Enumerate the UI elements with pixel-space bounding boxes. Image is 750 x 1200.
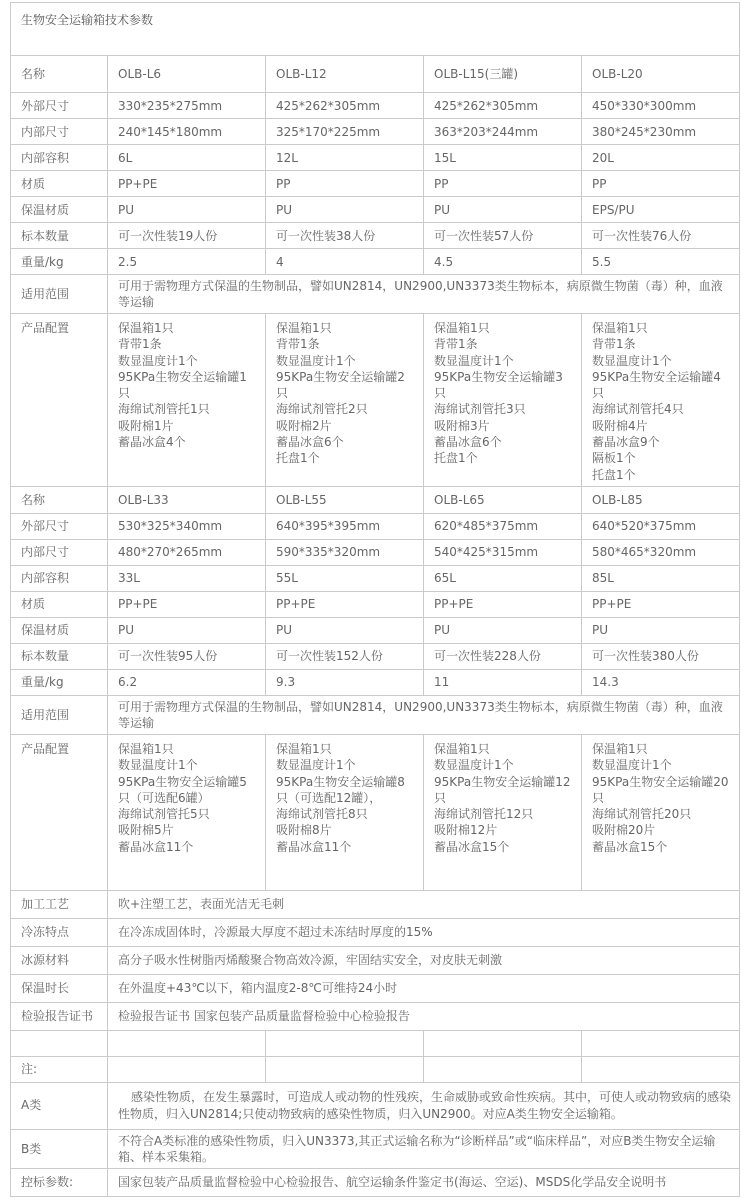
table-row: [11, 890, 740, 918]
spec-value-cell: 可一次性装95人份: [108, 643, 266, 669]
row-label: 产品配置: [11, 734, 108, 890]
row-label: B类: [11, 1129, 108, 1168]
config-item: 吸附棉3片: [434, 418, 490, 433]
spec-value-cell: 85L: [582, 565, 740, 591]
config-item: 吸附棉1片: [118, 418, 174, 433]
config-item: 蓄晶冰盒15个: [434, 839, 510, 854]
row-label: 内部容积: [11, 145, 108, 171]
model-name-cell: OLB-L85: [582, 486, 740, 513]
table-row: [11, 145, 740, 171]
span-value-cell: 国家包装产品质量监督检验中心检验报告、航空运输条件鉴定书(海运、空运)、MSDS化学品安全说明书: [108, 1168, 740, 1196]
config-cell: [108, 734, 266, 890]
config-item: 托盘1个: [276, 451, 320, 466]
row-label: 加工工艺: [11, 890, 108, 918]
spec-value-cell: 4.5: [424, 249, 582, 275]
empty-cell: [424, 1056, 582, 1082]
model-name-cell: OLB-L65: [424, 486, 582, 513]
spec-value-cell: 可一次性装152人份: [266, 643, 424, 669]
spec-value-cell: 15L: [424, 145, 582, 171]
row-label: 外部尺寸: [11, 513, 108, 539]
spec-value-cell: 325*170*225mm: [266, 119, 424, 145]
spec-value-cell: PU: [582, 617, 740, 643]
empty-cell: [108, 1030, 266, 1056]
span-value-cell: 吹+注塑工艺，表面光洁无毛刺: [108, 890, 740, 918]
spec-value-cell: 可一次性装57人份: [424, 223, 582, 249]
config-cell: [108, 314, 266, 487]
config-item: 蓄晶冰盒6个: [434, 435, 502, 450]
empty-cell: [582, 1030, 740, 1056]
page-title: 生物安全运输箱技术参数: [11, 3, 740, 56]
table-row: [11, 1082, 740, 1129]
spec-value-cell: PU: [108, 197, 266, 223]
config-item: 海绵试剂管托20只: [592, 807, 692, 822]
row-label: 名称: [11, 486, 108, 513]
spec-value-cell: 240*145*180mm: [108, 119, 266, 145]
config-row: [11, 734, 740, 890]
table-row: [11, 171, 740, 197]
config-item: 吸附棉4片: [592, 418, 648, 433]
config-item: 吸附棉8片: [276, 823, 332, 838]
span-value-cell: 可用于需物理方式保温的生物制品，譬如UN2814，UN2900,UN3373类生物标本，病原微生物菌（毒）种，血液等运输: [108, 695, 740, 734]
row-label: 适用范围: [11, 695, 108, 734]
table-row: [11, 669, 740, 695]
table-row: [11, 539, 740, 565]
table-row: [11, 918, 740, 946]
spec-value-cell: PP+PE: [582, 591, 740, 617]
config-item: 保温箱1只: [434, 321, 490, 335]
config-item: 吸附棉2片: [276, 418, 332, 433]
config-item: 背带1条: [118, 337, 162, 352]
table-row: [11, 249, 740, 275]
config-item: 95KPa生物安全运输罐3只: [434, 369, 563, 401]
model-name-cell: OLB-L33: [108, 486, 266, 513]
spec-value-cell: PU: [424, 617, 582, 643]
config-item: 海绵试剂管托12只: [434, 807, 534, 822]
row-label: 材质: [11, 171, 108, 197]
spec-value-cell: 640*520*375mm: [582, 513, 740, 539]
spec-value-cell: 480*270*265mm: [108, 539, 266, 565]
spec-value-cell: 可一次性装19人份: [108, 223, 266, 249]
span-value-cell: 在外温度+43℃以下，箱内温度2-8℃可维持24小时: [108, 974, 740, 1002]
row-label: 内部尺寸: [11, 539, 108, 565]
empty-cell: [424, 1030, 582, 1056]
row-label: 保温材质: [11, 197, 108, 223]
config-item: 数显温度计1个: [118, 353, 198, 368]
spec-value-cell: 65L: [424, 565, 582, 591]
config-item: 保温箱1只: [434, 741, 490, 756]
table-row: [11, 617, 740, 643]
config-cell: [266, 314, 424, 487]
row-label: 标本数量: [11, 643, 108, 669]
config-item: 保温箱1只: [592, 741, 648, 756]
config-item: 数显温度计1个: [276, 353, 356, 368]
row-label: 产品配置: [11, 314, 108, 487]
title-row: [11, 3, 740, 56]
spec-value-cell: 380*245*230mm: [582, 119, 740, 145]
spec-table: [10, 2, 740, 1197]
spec-value-cell: 20L: [582, 145, 740, 171]
spec-value-cell: 530*325*340mm: [108, 513, 266, 539]
config-item: 95KPa生物安全运输罐8只（可选配12罐），: [276, 774, 405, 805]
table-row: [11, 643, 740, 669]
row-label: 内部容积: [11, 565, 108, 591]
config-item: 蓄晶冰盒9个: [592, 435, 660, 450]
config-item: 海绵试剂管托5只: [118, 807, 210, 822]
row-label: 冷冻特点: [11, 918, 108, 946]
spec-value-cell: PU: [424, 197, 582, 223]
config-item: 隔板1个: [592, 451, 636, 466]
spec-value-cell: 可一次性装76人份: [582, 223, 740, 249]
spec-value-cell: 5.5: [582, 249, 740, 275]
config-item: 保温箱1只: [276, 741, 332, 756]
model-name-cell: OLB-L12: [266, 56, 424, 93]
config-item: 保温箱1只: [276, 321, 332, 335]
config-item: 保温箱1只: [592, 321, 648, 335]
empty-cell: [266, 1056, 424, 1082]
row-label: 控标参数:: [11, 1168, 108, 1196]
spec-value-cell: PU: [266, 617, 424, 643]
config-cell: [424, 314, 582, 487]
spec-value-cell: 可一次性装228人份: [424, 643, 582, 669]
config-cell: [582, 734, 740, 890]
config-cell: [424, 734, 582, 890]
config-item: 吸附棉20片: [592, 823, 656, 838]
row-label: 保温时长: [11, 974, 108, 1002]
span-value-cell: 可用于需物理方式保温的生物制品，譬如UN2814，UN2900,UN3373类生物标本，病原微生物菌（毒）种，血液等运输: [108, 275, 740, 314]
spec-value-cell: 363*203*244mm: [424, 119, 582, 145]
table-row: [11, 119, 740, 145]
empty-cell: [582, 1056, 740, 1082]
config-item: 背带1条: [592, 337, 636, 352]
spec-value-cell: 620*485*375mm: [424, 513, 582, 539]
row-label: 材质: [11, 591, 108, 617]
table-row: [11, 974, 740, 1002]
spec-value-cell: 425*262*305mm: [424, 93, 582, 119]
spec-value-cell: 14.3: [582, 669, 740, 695]
config-item: 吸附棉12片: [434, 823, 498, 838]
config-item: 蓄晶冰盒4个: [118, 435, 186, 450]
config-item: 数显温度计1个: [434, 353, 514, 368]
row-label: 重量/kg: [11, 249, 108, 275]
config-item: 海绵试剂管托8只: [276, 807, 368, 822]
table-row: [11, 513, 740, 539]
span-value-cell: 在冷冻成固体时，冷源最大厚度不超过未冻结时厚度的15%: [108, 918, 740, 946]
spec-value-cell: 可一次性装380人份: [582, 643, 740, 669]
table-row: [11, 486, 740, 513]
spec-value-cell: 580*465*320mm: [582, 539, 740, 565]
model-name-cell: OLB-L20: [582, 56, 740, 93]
config-row: [11, 314, 740, 487]
spec-value-cell: PP+PE: [108, 591, 266, 617]
table-row: [11, 591, 740, 617]
spec-value-cell: PP: [266, 171, 424, 197]
spec-value-cell: 2.5: [108, 249, 266, 275]
config-item: 95KPa生物安全运输罐12只: [434, 774, 571, 805]
config-item: 海绵试剂管托3只: [434, 402, 526, 417]
spec-value-cell: 9.3: [266, 669, 424, 695]
spec-value-cell: PP: [424, 171, 582, 197]
row-label: 内部尺寸: [11, 119, 108, 145]
config-item: 托盘1个: [592, 467, 636, 482]
span-value-cell: 感染性物质，在发生暴露时，可造成人或动物的性残疾，生命威胁或致命性疾病。其中，可使人或动物致病的感染性物质，归入UN2814;只使动物致病的感染性物质，归入UN2900。对应A类生物安全运输箱。: [108, 1082, 740, 1129]
config-item: 吸附棉5片: [118, 823, 174, 838]
spec-value-cell: 55L: [266, 565, 424, 591]
config-item: 海绵试剂管托2只: [276, 402, 368, 417]
row-label: [11, 1030, 108, 1056]
spec-value-cell: 33L: [108, 565, 266, 591]
model-name-cell: OLB-L6: [108, 56, 266, 93]
config-item: 背带1条: [276, 337, 320, 352]
spec-value-cell: PU: [266, 197, 424, 223]
config-item: 数显温度计1个: [592, 758, 672, 773]
spec-value-cell: 330*235*275mm: [108, 93, 266, 119]
config-item: 95KPa生物安全运输罐1只: [118, 369, 247, 401]
table-row: [11, 1168, 740, 1196]
table-row: [11, 1002, 740, 1030]
row-label: 检验报告证书: [11, 1002, 108, 1030]
empty-cell: [108, 1056, 266, 1082]
spec-value-cell: 6.2: [108, 669, 266, 695]
config-cell: [266, 734, 424, 890]
config-item: 数显温度计1个: [118, 758, 198, 773]
spec-value-cell: 11: [424, 669, 582, 695]
table-row: [11, 275, 740, 314]
table-row: [11, 1030, 740, 1056]
table-row: [11, 56, 740, 93]
row-label: A类: [11, 1082, 108, 1129]
config-item: 数显温度计1个: [592, 353, 672, 368]
model-name-cell: OLB-L15(三罐): [424, 56, 582, 93]
table-row: [11, 565, 740, 591]
model-name-cell: OLB-L55: [266, 486, 424, 513]
span-value-cell: 不符合A类标准的感染性物质，归入UN3373,其正式运输名称为“诊断样品”或“临床样品”，对应B类生物安全运输箱、样本采集箱。: [108, 1129, 740, 1168]
config-item: 95KPa生物安全运输罐4只: [592, 369, 721, 401]
table-row: [11, 695, 740, 734]
table-row: [11, 93, 740, 119]
config-item: 数显温度计1个: [276, 758, 356, 773]
config-item: 托盘1个: [434, 451, 478, 466]
spec-value-cell: 425*262*305mm: [266, 93, 424, 119]
config-item: 95KPa生物安全运输罐20只: [592, 774, 729, 805]
spec-value-cell: 450*330*300mm: [582, 93, 740, 119]
row-label: 重量/kg: [11, 669, 108, 695]
spec-value-cell: PP+PE: [424, 591, 582, 617]
spec-value-cell: 可一次性装38人份: [266, 223, 424, 249]
spec-value-cell: 640*395*395mm: [266, 513, 424, 539]
row-label: 冰源材料: [11, 946, 108, 974]
config-item: 背带1条: [434, 337, 478, 352]
config-item: 海绵试剂管托4只: [592, 402, 684, 417]
table-row: [11, 1056, 740, 1082]
config-item: 保温箱1只: [118, 321, 174, 335]
row-label: 注:: [11, 1056, 108, 1082]
config-item: 蓄晶冰盒11个: [118, 839, 194, 854]
spec-value-cell: PP: [582, 171, 740, 197]
config-item: 保温箱1只: [118, 741, 174, 756]
row-label: 标本数量: [11, 223, 108, 249]
row-label: 名称: [11, 56, 108, 93]
spec-value-cell: 6L: [108, 145, 266, 171]
spec-value-cell: EPS/PU: [582, 197, 740, 223]
spec-value-cell: PP+PE: [266, 591, 424, 617]
config-cell: [582, 314, 740, 487]
spec-value-cell: 590*335*320mm: [266, 539, 424, 565]
config-item: 数显温度计1个: [434, 758, 514, 773]
config-item: 海绵试剂管托1只: [118, 402, 210, 417]
spec-value-cell: PU: [108, 617, 266, 643]
spec-value-cell: 12L: [266, 145, 424, 171]
table-row: [11, 946, 740, 974]
config-item: 蓄晶冰盒11个: [276, 839, 352, 854]
empty-cell: [266, 1030, 424, 1056]
table-row: [11, 1129, 740, 1168]
config-item: 95KPa生物安全运输罐5只（可选配6罐）: [118, 774, 247, 805]
table-row: [11, 223, 740, 249]
spec-value-cell: 4: [266, 249, 424, 275]
spec-value-cell: PP+PE: [108, 171, 266, 197]
span-value-cell: 高分子吸水性树脂丙烯酸聚合物高效冷源，牢固结实安全，对皮肤无刺激: [108, 946, 740, 974]
spec-value-cell: 540*425*315mm: [424, 539, 582, 565]
span-value-cell: 检验报告证书 国家包装产品质量监督检验中心检验报告: [108, 1002, 740, 1030]
config-item: 95KPa生物安全运输罐2只: [276, 369, 405, 401]
config-item: 蓄晶冰盒15个: [592, 839, 668, 854]
row-label: 适用范围: [11, 275, 108, 314]
config-item: 蓄晶冰盒6个: [276, 435, 344, 450]
table-row: [11, 197, 740, 223]
row-label: 外部尺寸: [11, 93, 108, 119]
row-label: 保温材质: [11, 617, 108, 643]
